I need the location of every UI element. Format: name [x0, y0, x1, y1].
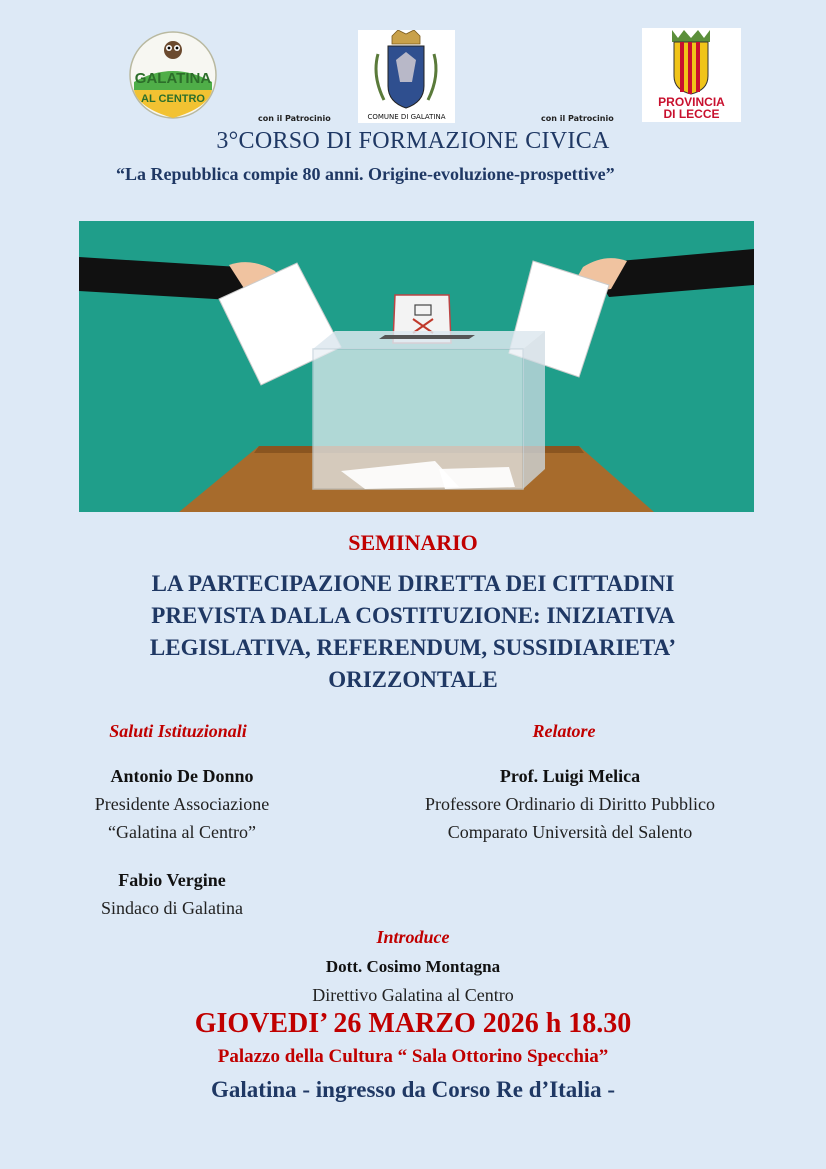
introduce-name: Dott. Cosimo Montagna: [325, 957, 501, 976]
event-venue: Palazzo della Cultura “ Sala Ottorino Specchia”: [217, 1046, 609, 1067]
gac-logo-text-1: GALATINA: [134, 70, 212, 87]
saluti-person-1: [62, 762, 302, 846]
saluti-p1-desc2: “Galatina al Centro”: [108, 822, 256, 842]
comune-logo-text: COMUNE DI GALATINA: [367, 113, 446, 121]
patrocinio-left: con il Patrocinio: [258, 114, 331, 123]
ballot-box-illustration: [79, 221, 754, 512]
relatore-desc2: Comparato Università del Salento: [447, 822, 693, 842]
relatore-person: [380, 762, 760, 846]
provincia-lecce-logo: [642, 28, 741, 122]
saluti-p1-name: Antonio De Donno: [110, 766, 254, 786]
relatore-role: Relatore: [532, 721, 596, 741]
galatina-al-centro-logo: [128, 30, 218, 120]
patrocinio-right: con il Patrocinio: [541, 114, 614, 123]
topic-line-2: PREVISTA DALLA COSTITUZIONE: INIZIATIVA: [151, 603, 675, 628]
event-location: Galatina - ingresso da Corso Re d’Italia -: [211, 1077, 615, 1102]
relatore-desc1: Professore Ordinario di Diritto Pubblico: [425, 794, 715, 814]
gac-logo-text-2: AL CENTRO: [141, 93, 205, 105]
saluti-section: [60, 721, 296, 742]
topic-line-4: ORIZZONTALE: [328, 667, 498, 692]
saluti-person-2: [52, 866, 292, 922]
introduce-role: Introduce: [376, 927, 450, 947]
course-title: 3°CORSO DI FORMAZIONE CIVICA: [216, 128, 610, 154]
provincia-logo-text-1: PROVINCIA: [658, 95, 725, 109]
event-date: GIOVEDI’ 26 MARZO 2026 h 18.30: [194, 1008, 632, 1039]
seminar-topic: [60, 568, 766, 696]
seminar-label: SEMINARIO: [348, 530, 478, 555]
introduce-desc: Direttivo Galatina al Centro: [312, 985, 514, 1005]
saluti-p2-desc: Sindaco di Galatina: [101, 898, 243, 918]
provincia-logo-text-2: DI LECCE: [663, 107, 720, 121]
saluti-p1-desc1: Presidente Associazione: [94, 794, 270, 814]
saluti-p2-name: Fabio Vergine: [118, 870, 226, 890]
topic-line-1: LA PARTECIPAZIONE DIRETTA DEI CITTADINI: [151, 571, 675, 596]
comune-galatina-logo: [358, 30, 455, 123]
relatore-name: Prof. Luigi Melica: [499, 766, 641, 786]
topic-line-3: LEGISLATIVA, REFERENDUM, SUSSIDIARIETA’: [149, 635, 677, 660]
relatore-section: [464, 721, 664, 742]
saluti-role: Saluti Istituzionali: [109, 721, 247, 741]
introduce-section: [0, 923, 826, 1010]
course-subtitle: “La Repubblica compie 80 anni. Origine-evoluzione-prospettive”: [116, 164, 615, 184]
